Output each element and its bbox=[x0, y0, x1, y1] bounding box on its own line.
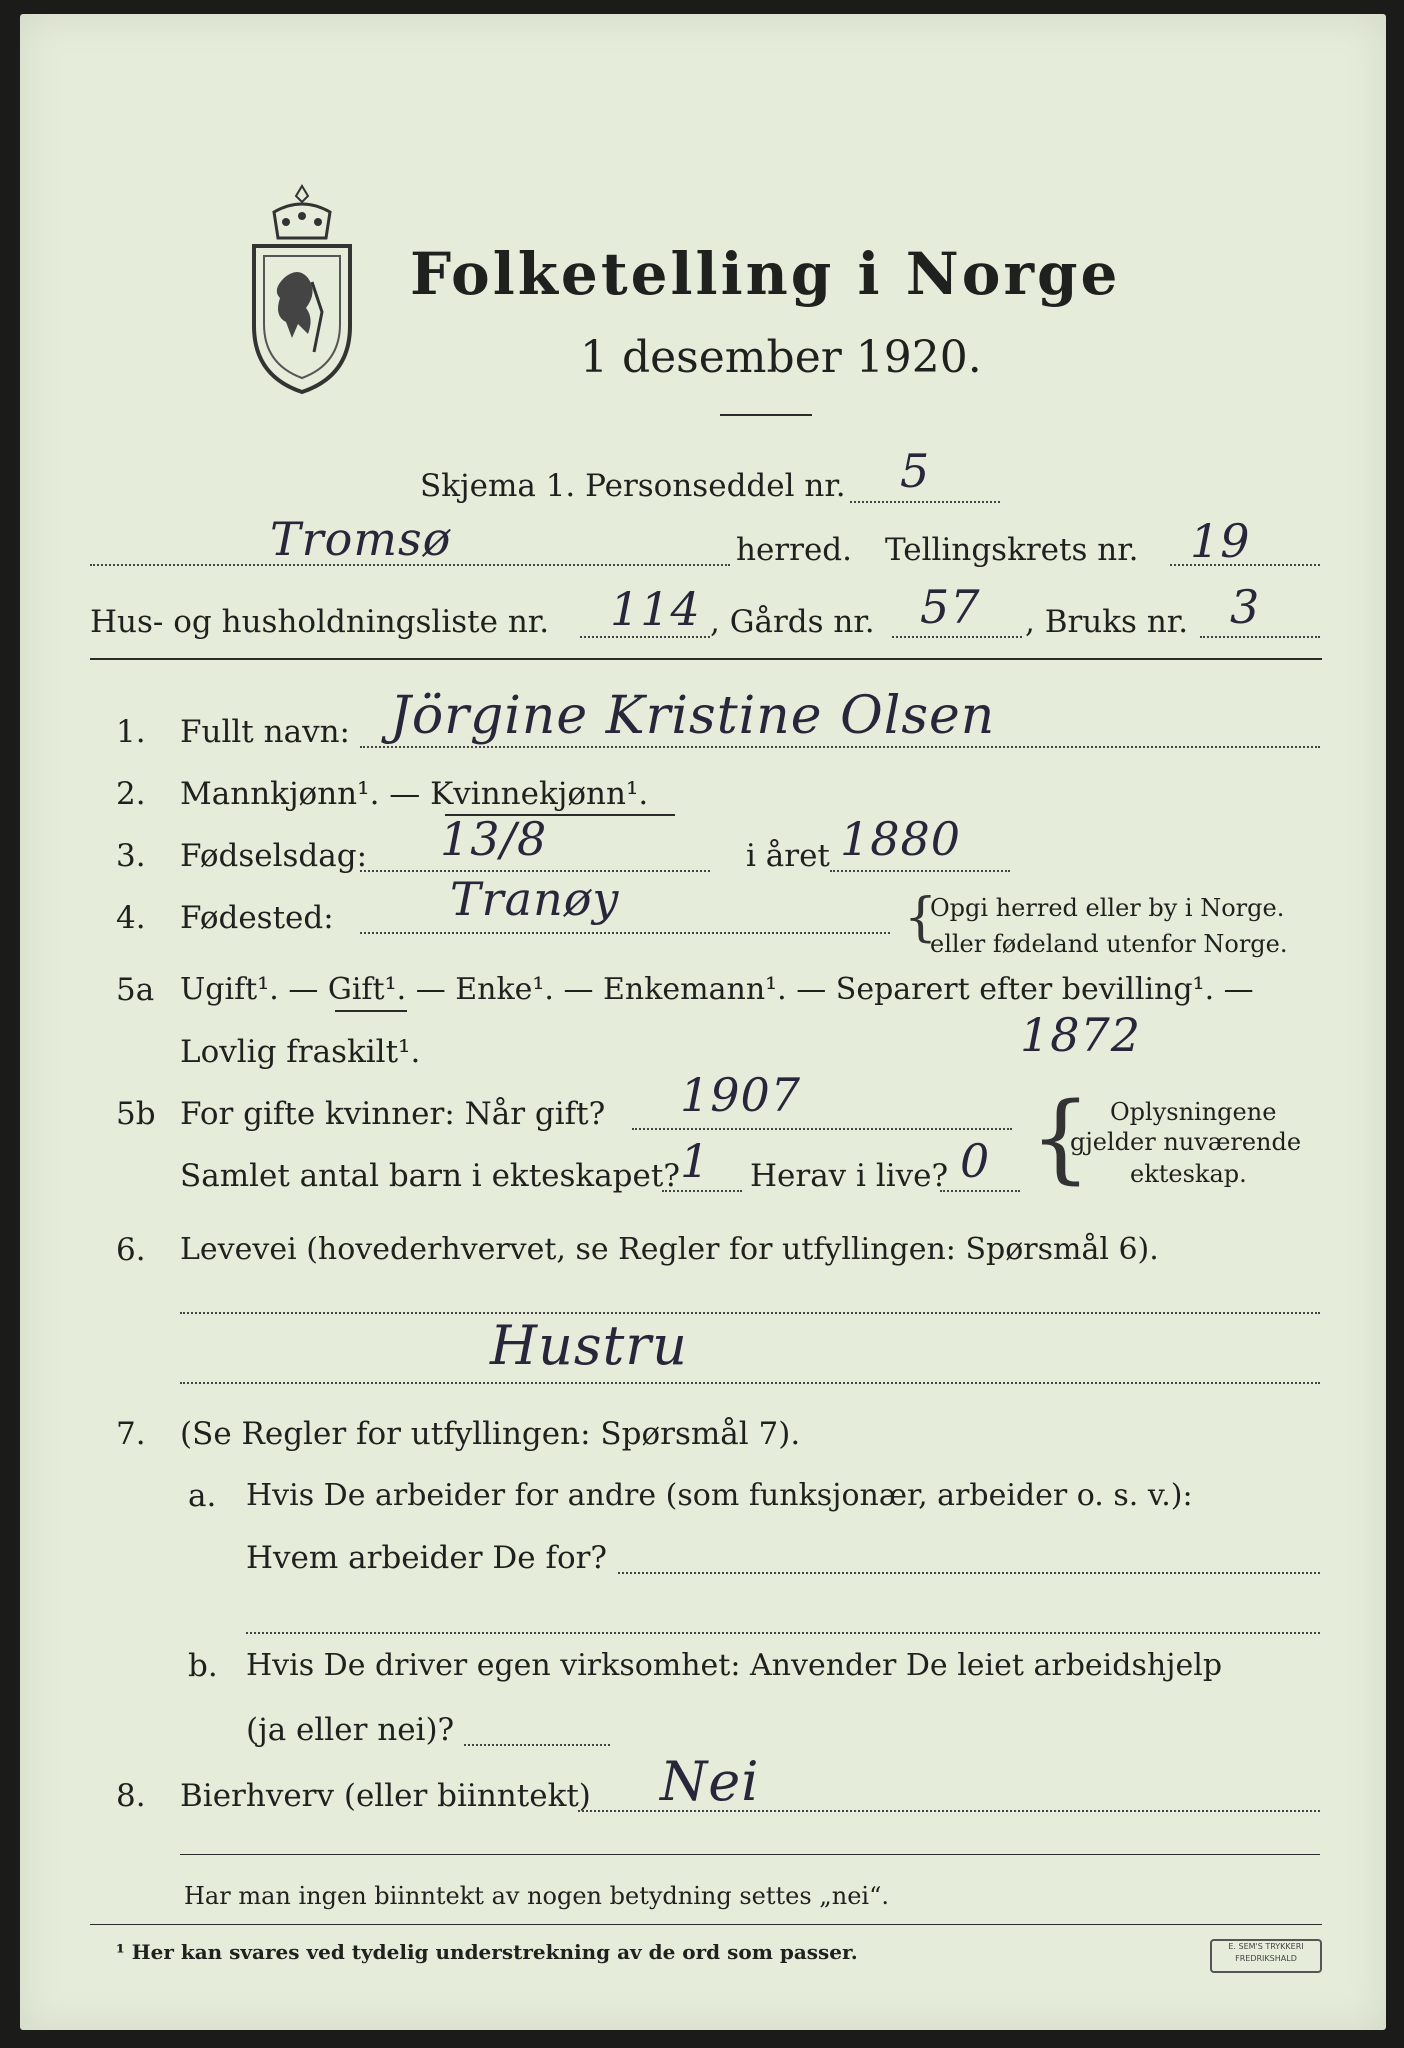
schema-dotted-line bbox=[850, 501, 1000, 503]
q6-dotted-line-2 bbox=[180, 1382, 1320, 1384]
q7a-dotted-line-2 bbox=[246, 1632, 1320, 1634]
q5b-barn-label: Samlet antal barn i ekteskapet? bbox=[180, 1158, 680, 1194]
q5b-live-value: 0 bbox=[960, 1134, 991, 1188]
footer-note: Har man ingen biinntekt av nogen betydning settes „nei“. bbox=[184, 1882, 889, 1910]
q4-note-line1: Opgi herred eller by i Norge. bbox=[930, 894, 1285, 922]
census-date: 1 desember 1920. bbox=[580, 332, 982, 383]
husholdningsliste-dotted-line bbox=[580, 636, 710, 638]
q4-brace: { bbox=[904, 888, 938, 948]
herred-value: Tromsø bbox=[270, 512, 452, 566]
bruks-value: 3 bbox=[1230, 580, 1261, 634]
q5b-brace: { bbox=[1030, 1082, 1092, 1194]
q7b-line1: Hvis De driver egen virksomhet: Anvender De leiet arbeidshjelp bbox=[246, 1648, 1223, 1683]
q1-label: Fullt navn: bbox=[180, 714, 350, 750]
schema-label: Skjema 1. Personseddel nr. bbox=[420, 468, 846, 504]
printer-stamp: E. SEM'S TRYKKERI FREDRIKSHALD bbox=[1210, 1939, 1322, 1973]
q6-occupation: Hustru bbox=[490, 1314, 688, 1377]
q5b-note-line2: gjelder nuværende bbox=[1070, 1128, 1302, 1156]
q7a-line2: Hvem arbeider De for? bbox=[246, 1540, 608, 1576]
q7-label: (Se Regler for utfyllingen: Spørsmål 7). bbox=[180, 1416, 801, 1452]
q6-number: 6. bbox=[116, 1232, 146, 1268]
footnote: ¹ Her kan svares ved tydelig understrekning av de ord som passer. bbox=[116, 1940, 858, 1964]
q5a-line1: Ugift¹. — Gift¹. — Enke¹. — Enkemann¹. — Separert efter bevilling¹. — bbox=[180, 972, 1254, 1007]
q5b-live-dotted-line bbox=[940, 1190, 1020, 1192]
q6-dotted-line-1 bbox=[180, 1312, 1320, 1314]
q3-birthday: 13/8 bbox=[440, 812, 548, 866]
q4-dotted-line bbox=[360, 932, 890, 934]
q1-dotted-line bbox=[360, 746, 1320, 748]
header-divider bbox=[90, 658, 1322, 660]
q3-year-dotted-line bbox=[830, 870, 1010, 872]
q7b-line2: (ja eller nei)? bbox=[246, 1712, 455, 1748]
q7-number: 7. bbox=[116, 1416, 146, 1452]
q6-label: Levevei (hovederhvervet, se Regler for utfyllingen: Spørsmål 6). bbox=[180, 1232, 1159, 1267]
q3-number: 3. bbox=[116, 838, 146, 874]
q4-number: 4. bbox=[116, 900, 146, 936]
q5b-number: 5b bbox=[116, 1096, 156, 1132]
q7a-dotted-line-1 bbox=[618, 1572, 1320, 1574]
q4-label: Fødested: bbox=[180, 900, 334, 936]
q7a-line1: Hvis De arbeider for andre (som funksjonær, arbeider o. s. v.): bbox=[246, 1478, 1193, 1513]
q5b-live-label: Herav i live? bbox=[750, 1158, 949, 1194]
q3-birth-year: 1880 bbox=[840, 812, 962, 866]
q3-label: Fødselsdag: bbox=[180, 838, 368, 874]
q4-note-line2: eller fødeland utenfor Norge. bbox=[930, 930, 1288, 958]
gards-dotted-line bbox=[892, 636, 1022, 638]
footnote-rule bbox=[90, 1924, 1322, 1925]
footer-divider bbox=[180, 1854, 1320, 1855]
q1-full-name: Jörgine Kristine Olsen bbox=[390, 686, 996, 746]
q8-value: Nei bbox=[660, 1750, 760, 1813]
herred-label: herred. bbox=[736, 532, 852, 568]
q5a-line2: Lovlig fraskilt¹. bbox=[180, 1034, 421, 1070]
q5a-gift-underline bbox=[335, 1010, 407, 1012]
q8-label: Bierhverv (eller biinntekt) bbox=[180, 1778, 591, 1814]
q5b-label: For gifte kvinner: Når gift? bbox=[180, 1096, 606, 1132]
q7b-dotted-line bbox=[464, 1744, 610, 1746]
tellingskrets-label: Tellingskrets nr. bbox=[885, 532, 1139, 568]
q7a-letter: a. bbox=[188, 1478, 217, 1514]
bruks-dotted-line bbox=[1200, 636, 1320, 638]
form-title: Folketelling i Norge bbox=[410, 240, 1121, 308]
census-form bbox=[20, 14, 1386, 2030]
q2-label: Mannkjønn¹. — Kvinnekjønn¹. bbox=[180, 776, 649, 812]
q5b-note-line1: Oplysningene bbox=[1110, 1098, 1277, 1126]
gards-label: , Gårds nr. bbox=[710, 604, 875, 640]
husholdningsliste-label: Hus- og husholdningsliste nr. bbox=[90, 604, 550, 640]
q5a-number: 5a bbox=[116, 972, 155, 1008]
q3-year-label: i året bbox=[746, 838, 830, 874]
q5a-extra-year: 1872 bbox=[1020, 1008, 1142, 1062]
q7b-letter: b. bbox=[188, 1648, 218, 1684]
q8-number: 8. bbox=[116, 1778, 146, 1814]
schema-number: 5 bbox=[900, 444, 931, 498]
husholdningsliste-value: 114 bbox=[610, 582, 701, 636]
bruks-label: , Bruks nr. bbox=[1025, 604, 1189, 640]
q5b-barn-value: 1 bbox=[680, 1134, 711, 1188]
q1-number: 1. bbox=[116, 714, 146, 750]
q5b-dotted-line bbox=[632, 1128, 1012, 1130]
gards-value: 57 bbox=[920, 580, 981, 634]
q4-birthplace: Tranøy bbox=[450, 872, 620, 926]
title-rule bbox=[720, 414, 812, 416]
tellingskrets-value: 19 bbox=[1190, 514, 1251, 568]
norway-coat-of-arms-icon bbox=[246, 182, 358, 396]
q5b-barn-dotted-line bbox=[662, 1190, 742, 1192]
q2-number: 2. bbox=[116, 776, 146, 812]
q5b-marriage-year: 1907 bbox=[680, 1068, 802, 1122]
q5b-note-line3: ekteskap. bbox=[1130, 1160, 1247, 1188]
